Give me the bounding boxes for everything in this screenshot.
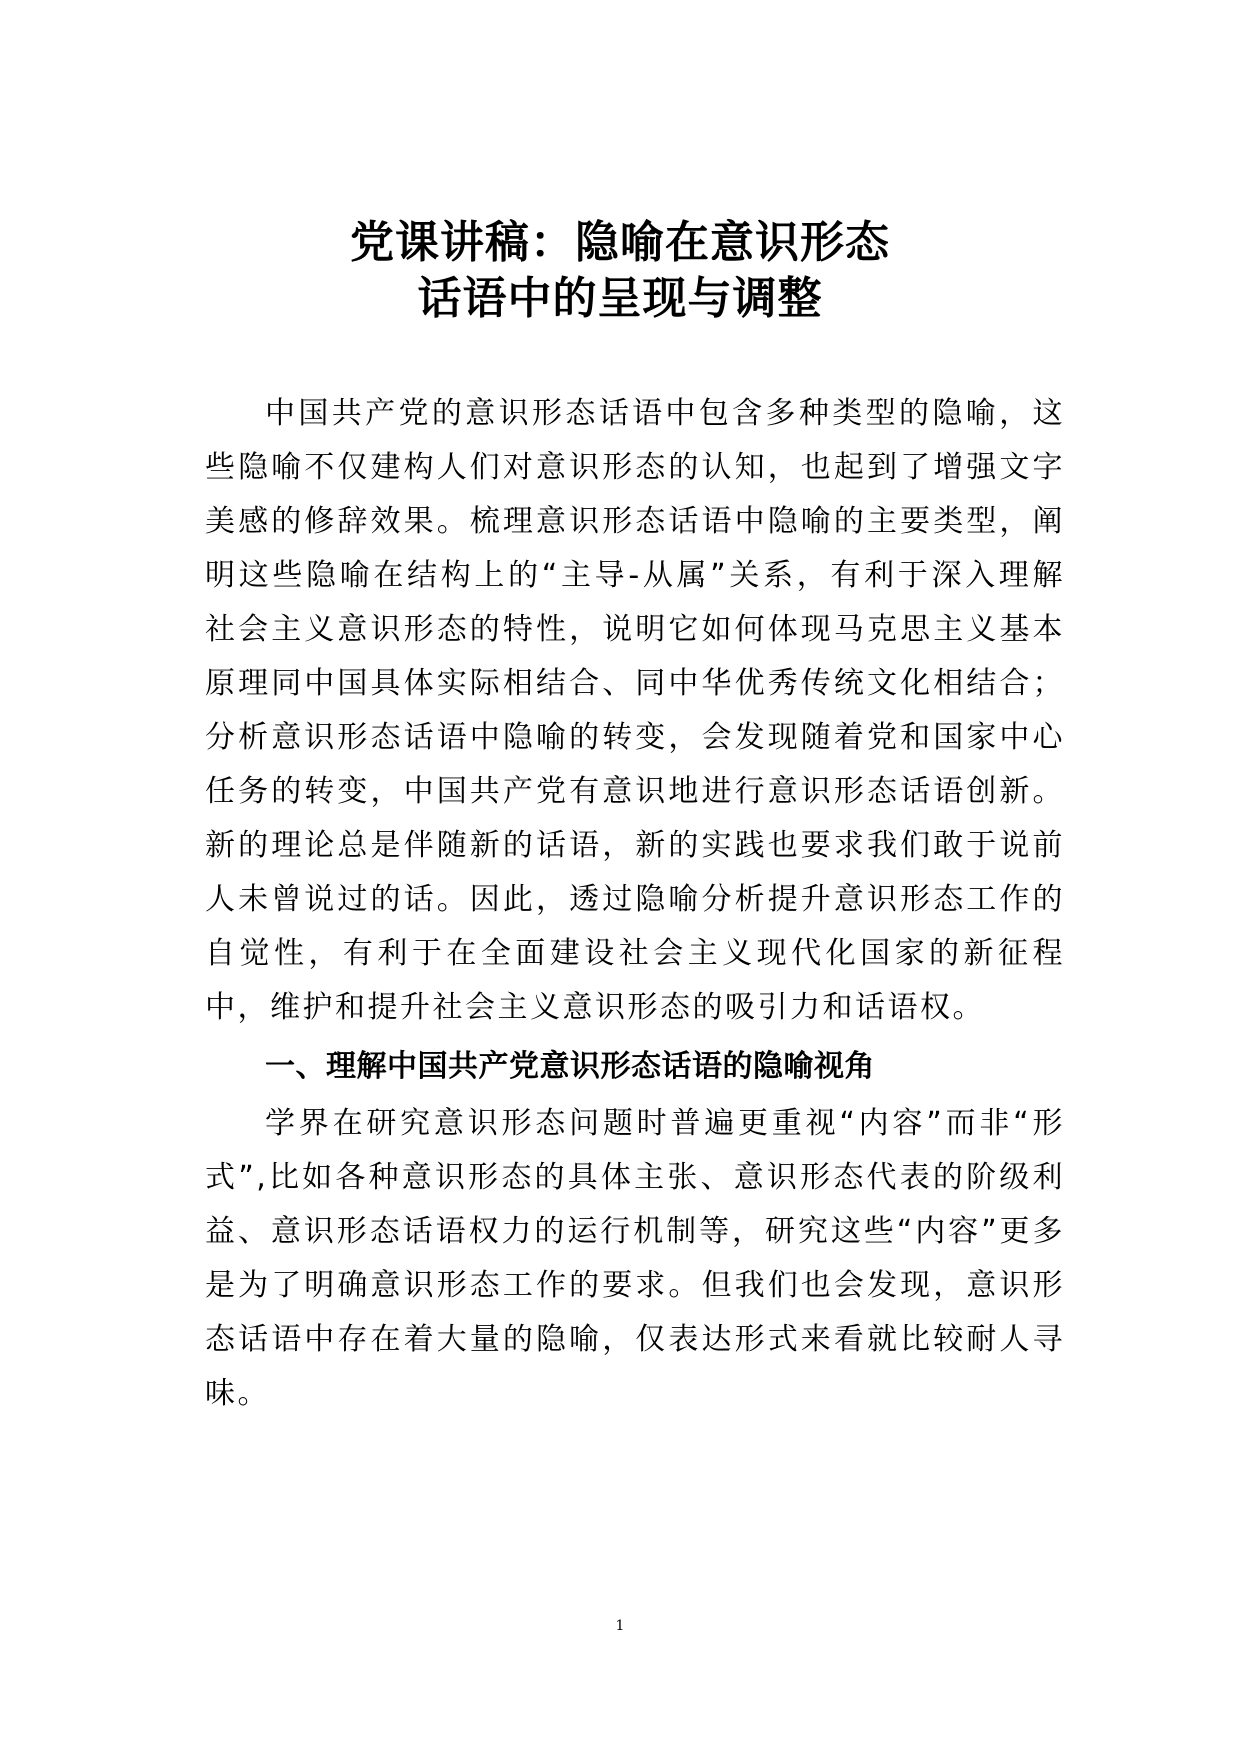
intro-paragraph: 中国共产党的意识形态话语中包含多种类型的隐喻，这些隐喻不仅建构人们对意识形态的认知，也起到了增强文字美感的修辞效果。梳理意识形态话语中隐喻的主要类型，阐明这些隐喻在结构上的“主导-从属”关系，有利于深入理解社会主义意识形态的特性，说明它如何体现马克思主义基本原理同中国具体实际相结合、同中华优秀传统文化相结合；分析意识形态话语中隐喻的转变，会发现随着党和国家中心任务的转变，中国共产党有意识地进行意识形态话语创新。新的理论总是伴随新的话语，新的实践也要求我们敢于说前人未曾说过的话。因此，透过隐喻分析提升意识形态工作的自觉性，有利于在全面建设社会主义现代化国家的新征程中，维护和提升社会主义意识形态的吸引力和话语权。: [205, 396, 1065, 1025]
document-title-line-2: 话语中的呈现与调整: [417, 273, 823, 324]
section-heading-1: 一、理解中国共产党意识形态话语的隐喻视角: [265, 1049, 875, 1084]
document-title-line-1: 党课讲稿：隐喻在意识形态: [350, 217, 890, 268]
document-body: [205, 387, 1065, 1421]
page-number: 1: [615, 1618, 625, 1634]
section-1-paragraph: 学界在研究意识形态问题时普遍更重视“内容”而非“形式”,比如各种意识形态的具体主张、意识形态代表的阶级利益、意识形态话语权力的运行机制等，研究这些“内容”更多是为了明确意识形态工作的要求。但我们也会发现，意识形态话语中存在着大量的隐喻，仅表达形式来看就比较耐人寻味。: [205, 1106, 1065, 1411]
